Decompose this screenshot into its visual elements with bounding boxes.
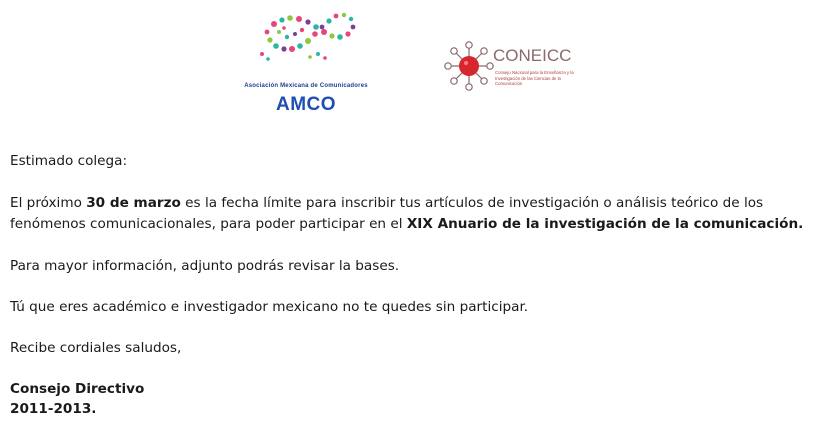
signature-years: 2011-2013. — [10, 401, 97, 417]
p1-text-a: El próximo — [10, 195, 87, 211]
anuario-title: XIX Anuario de la investigación de la comunicación. — [406, 216, 804, 232]
greeting: Estimado colega: — [10, 153, 128, 169]
coneicc-small-text: Consejo Nacional para la Enseñanza y la Investigación de las Ciencias de la Comunicación — [495, 70, 574, 87]
amco-name: AMCO — [275, 94, 337, 115]
logos-header — [0, 0, 817, 120]
p1-text-b: es la fecha límite para inscribir tus artículos de investigación o análisis teórico de los fenómenos comunicacionales, para poder participar en el — [10, 195, 764, 232]
amco-subtitle: Asociación Mexicana de Comunicadores — [244, 83, 368, 89]
paragraph-info: Para mayor información, adjunto podrás revisar la bases. — [10, 258, 400, 274]
paragraph-deadline — [10, 193, 810, 235]
coneicc-name: CONEICC — [493, 46, 572, 65]
coneicc-logo — [443, 40, 593, 100]
signature-line-1 — [10, 379, 810, 399]
signature-council: Consejo Directivo — [10, 381, 145, 397]
message-body — [10, 151, 810, 419]
deadline-date: 30 de marzo — [86, 195, 181, 211]
amco-dotted-swirl-icon — [254, 10, 364, 72]
closing: Recibe cordiales saludos, — [10, 340, 182, 356]
coneicc-virus-icon — [443, 40, 495, 92]
signature-line-2 — [10, 399, 810, 419]
paragraph-participate: Tú que eres académico e investigador mexicano no te quedes sin participar. — [10, 299, 529, 315]
amco-logo — [236, 10, 376, 114]
